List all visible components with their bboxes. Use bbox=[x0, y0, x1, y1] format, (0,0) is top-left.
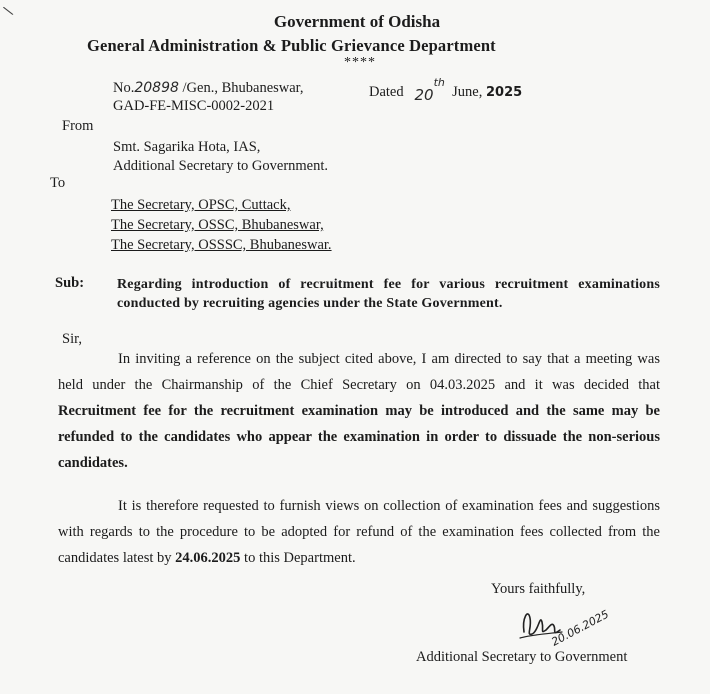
addressee-osssc: The Secretary, OSSSC, Bhubaneswar. bbox=[111, 237, 332, 253]
date-day-handwritten: 20 bbox=[414, 85, 434, 104]
addressee-ossc: The Secretary, OSSC, Bhubaneswar, bbox=[111, 217, 324, 233]
dated-label: Dated bbox=[369, 83, 404, 100]
department-heading: General Administration & Public Grievance Department bbox=[87, 36, 496, 55]
salutation: Sir, bbox=[62, 331, 82, 347]
sender-name: Smt. Sagarika Hota, IAS, bbox=[113, 139, 261, 155]
date-day-suffix: th bbox=[433, 76, 445, 89]
body-paragraph-2 bbox=[58, 493, 660, 571]
handwritten-signature bbox=[510, 588, 630, 653]
date-month: June, bbox=[452, 83, 483, 100]
letter-no-handwritten: 20898 bbox=[134, 80, 179, 96]
paragraph-1-bold-text: Recruitment fee for the recruitment examination may be introduced and the same may be refunded to the candidates who appear the examination in order to dissuade the non-serious candidates. bbox=[58, 403, 660, 471]
from-label: From bbox=[62, 118, 94, 134]
sender-designation: Additional Secretary to Government. bbox=[113, 158, 329, 174]
yours-faithfully: Yours faithfully, bbox=[491, 581, 586, 597]
to-label: To bbox=[50, 175, 66, 191]
paragraph-2-text-end: to this Department. bbox=[240, 550, 356, 566]
subject-text: Regarding introduction of recruitment fee for various recruitment examinations conducted by recruiting agencies under the State Government. bbox=[117, 277, 660, 311]
signature-image bbox=[510, 588, 630, 648]
header-stars: **** bbox=[344, 55, 376, 70]
subject-label: Sub: bbox=[55, 275, 85, 291]
body-paragraph-1 bbox=[58, 346, 660, 476]
date-year: 2025 bbox=[485, 84, 523, 100]
deadline-date: 24.06.2025 bbox=[175, 550, 241, 566]
addressee-opsc: The Secretary, OPSC, Cuttack, bbox=[111, 197, 291, 213]
letter-date bbox=[369, 76, 523, 104]
government-heading: Government of Odisha bbox=[273, 12, 441, 31]
letter-number-line bbox=[113, 76, 523, 104]
signatory-designation: Additional Secretary to Government bbox=[416, 649, 628, 665]
paragraph-2-text: It is therefore requested to furnish views on collection of examination fees and suggestions with regards to the procedure to be adopted for refund of the examination fees collected from the candidates latest by bbox=[58, 498, 660, 566]
letter-no-prefix: No. bbox=[113, 80, 135, 96]
letter-no-suffix: /Gen., Bhubaneswar, bbox=[182, 80, 304, 96]
signature-date: 20.06.2025 bbox=[549, 607, 612, 648]
corner-tick-mark: ∖ bbox=[0, 3, 17, 22]
file-number: GAD-FE-MISC-0002-2021 bbox=[113, 98, 275, 114]
paragraph-1-text: In inviting a reference on the subject cited above, I am directed to say that a meeting was held under the Chairmanship of the Chief Secretary on 04.03.2025 and it was decided that bbox=[58, 351, 660, 393]
